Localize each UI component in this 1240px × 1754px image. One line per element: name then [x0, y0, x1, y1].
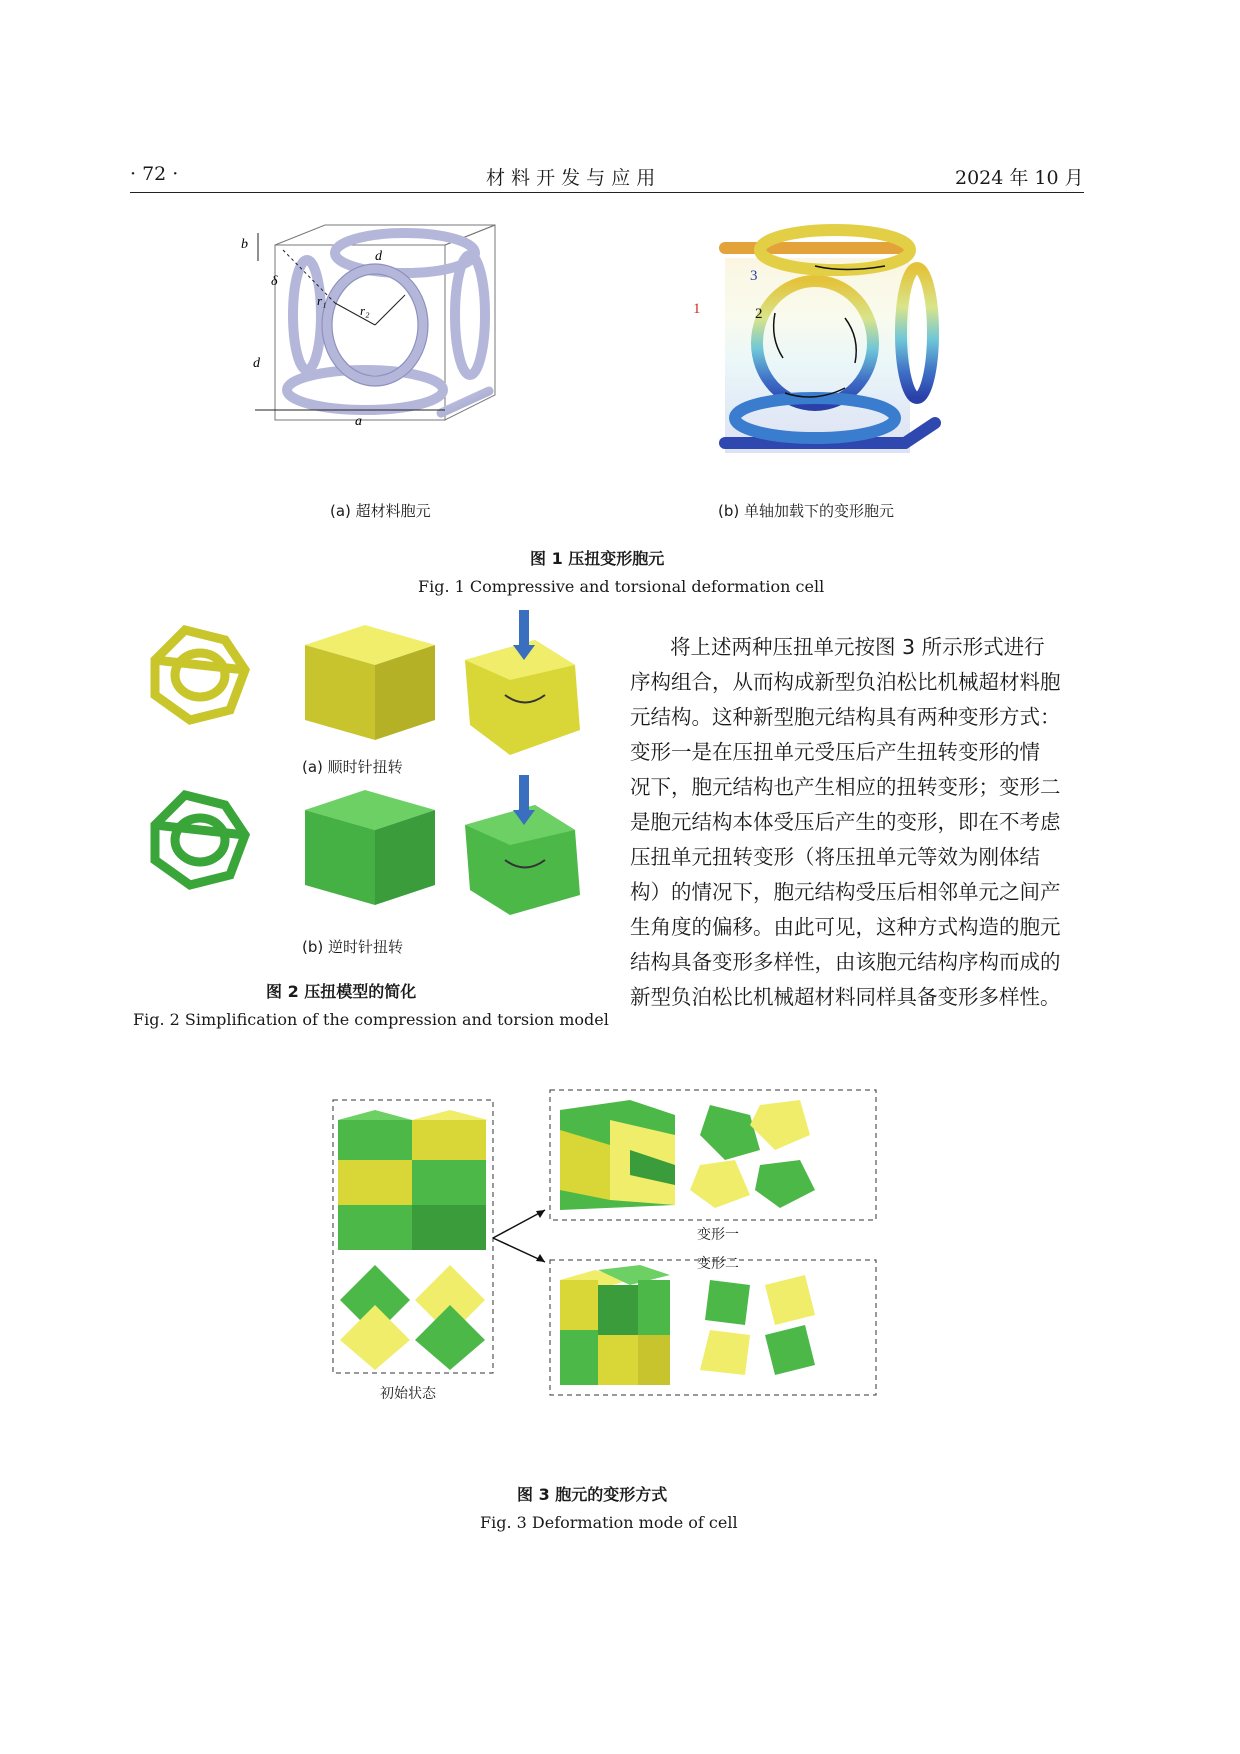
body-line: 序构组合，从而构成新型负泊松比机械超材料胞 [630, 670, 1061, 694]
body-line: 构）的情况下，胞元结构受压后相邻单元之间产 [630, 880, 1061, 904]
figure3-caption-en: Fig. 3 Deformation mode of cell [480, 1513, 738, 1532]
figure2-caption-b: (b) 逆时针扭转 [302, 938, 403, 956]
figure2-caption-zh: 图 2 压扭模型的简化 [266, 982, 417, 1001]
figure2-caption-en: Fig. 2 Simplification of the compression and torsion model [133, 1010, 609, 1029]
body-line: 是胞元结构本体受压后产生的变形，即在不考虑 [630, 810, 1061, 834]
label-one: 1 [693, 301, 701, 317]
body-line: 生角度的偏移。由此可见，这种方式构造的胞元 [630, 915, 1061, 939]
journal-title: 材 料 开 发 与 应 用 [486, 167, 656, 189]
figure3-label-initial: 初始状态 [380, 1386, 436, 1402]
figure3-label-def2: 变形二 [697, 1256, 739, 1272]
label-b: b [241, 237, 248, 252]
figure1-caption-zh: 图 1 压扭变形胞元 [530, 549, 665, 568]
figure1-caption-en: Fig. 1 Compressive and torsional deformation cell [418, 577, 825, 596]
figure1-caption-a: (a) 超材料胞元 [330, 502, 431, 520]
figure1-panel-a-image [241, 215, 515, 480]
body-line: 结构具备变形多样性，由该胞元结构序构而成的 [630, 950, 1061, 974]
body-paragraph [630, 630, 1082, 1015]
figure1-caption-b: (b) 单轴加载下的变形胞元 [718, 502, 894, 520]
body-line: 新型负泊松比机械超材料同样具备变形多样性。 [630, 985, 1061, 1009]
label-r2: r₂ [360, 303, 370, 318]
issue-date: 2024 年 10 月 [955, 167, 1084, 189]
body-line: 变形一是在压扭单元受压后产生扭转变形的情 [630, 740, 1040, 764]
label-three: 3 [750, 268, 758, 284]
figure3-caption-zh: 图 3 胞元的变形方式 [517, 1485, 668, 1504]
body-line: 压扭单元扭转变形（将压扭单元等效为刚体结 [630, 845, 1040, 869]
body-line: 况下，胞元结构也产生相应的扭转变形；变形二 [630, 775, 1061, 799]
label-d-top: d [375, 249, 382, 264]
header-rule [130, 192, 1084, 193]
label-d-side: d [253, 356, 260, 371]
figure3-label-def1: 变形一 [697, 1227, 739, 1243]
label-r1: r₁ [317, 293, 327, 308]
body-line: 将上述两种压扭单元按图 3 所示形式进行 [670, 635, 1045, 659]
body-line: 元结构。这种新型胞元结构具有两种变形方式： [630, 705, 1061, 729]
figure1-panel-b-image [695, 218, 950, 473]
page-number: · 72 · [130, 163, 179, 185]
label-delta: δ [271, 274, 278, 289]
figure2-caption-a: (a) 顺时针扭转 [302, 758, 403, 776]
label-a: a [355, 414, 362, 429]
label-two: 2 [755, 306, 763, 322]
